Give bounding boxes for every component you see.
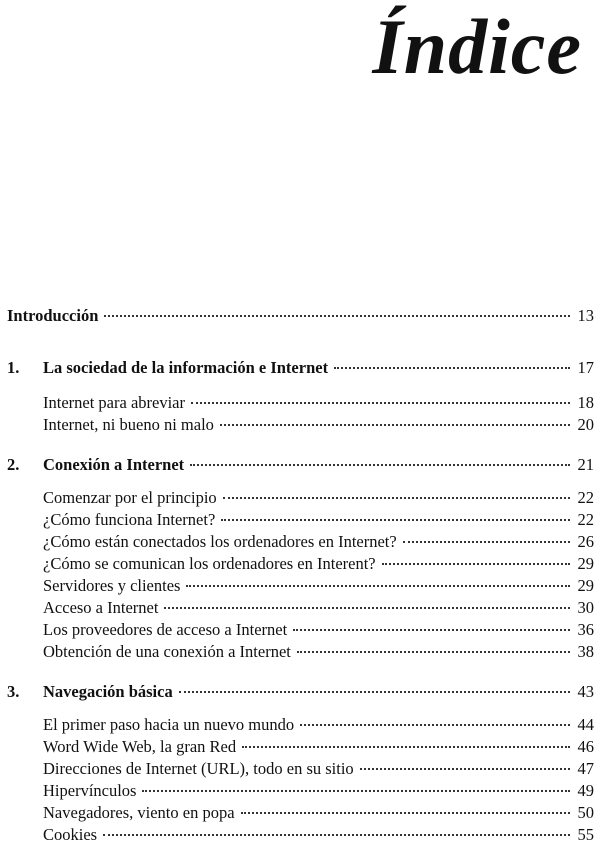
toc-section[interactable] [0,801,600,825]
leader-dots [360,768,570,770]
toc-entry-label: Internet, ni bueno ni malo [43,415,214,434]
toc-entry-label: Comenzar por el principio [43,488,217,507]
leader-dots [164,607,570,609]
toc-page-number: 38 [577,642,594,661]
toc-page-number: 47 [577,759,594,778]
toc-entry-label: Cookies [43,825,98,844]
toc-section[interactable] [0,596,600,620]
toc-entry-label: Word Wide Web, la gran Red [43,737,237,756]
toc-entry-label: Navegación básica [43,682,173,701]
toc-page-number: 29 [577,576,594,595]
toc-page-number: 22 [577,510,594,529]
toc-entry-label: El primer paso hacia un nuevo mundo [43,715,295,734]
toc-section[interactable] [0,391,600,415]
toc-page-number: 26 [577,532,594,551]
toc-section[interactable] [0,823,600,847]
toc-section[interactable] [0,413,600,437]
toc-section[interactable] [0,574,600,598]
leader-dots [334,367,570,369]
toc-entry-label: ¿Cómo funciona Internet? [43,510,216,529]
toc-page-number: 36 [577,620,594,639]
toc-entry-label: ¿Cómo se comunican los ordenadores en Interent? [43,554,376,573]
toc-section[interactable] [0,508,600,532]
toc-page-number: 50 [577,803,594,822]
leader-dots [179,691,570,693]
leader-dots [241,812,570,814]
toc-entry-label: Acceso a Internet [43,598,159,617]
toc-chapter-1[interactable] [0,356,600,380]
toc-section[interactable] [0,640,600,664]
toc-page-number: 55 [577,825,594,844]
toc-entry-label: Navegadores, viento en popa [43,803,235,822]
toc-page-number: 20 [577,415,594,434]
toc-page-number: 46 [577,737,594,756]
toc-chapter-3[interactable] [0,680,600,704]
toc-entry-label: Obtención de una conexión a Internet [43,642,291,661]
leader-dots [190,464,570,466]
toc-section[interactable] [0,735,600,759]
toc-page-number: 29 [577,554,594,573]
leader-dots [242,746,570,748]
toc-page-number: 18 [577,393,594,412]
toc-entry-label: Hipervínculos [43,781,137,800]
leader-dots [293,629,570,631]
leader-dots [220,424,570,426]
toc-entry-label: Los proveedores de acceso a Internet [43,620,288,639]
toc-section[interactable] [0,757,600,781]
leader-dots [297,651,570,653]
leader-dots [382,563,570,565]
leader-dots [104,315,570,317]
toc-chapter-2[interactable] [0,453,600,477]
toc-section[interactable] [0,486,600,510]
toc-page-number: 30 [577,598,594,617]
leader-dots [186,585,570,587]
toc-entry-label: Conexión a Internet [43,455,185,474]
toc-section[interactable] [0,530,600,554]
leader-dots [223,497,570,499]
toc-entry-label: Internet para abreviar [43,393,185,412]
toc-entry-introduction[interactable] [0,304,600,328]
leader-dots [191,402,570,404]
toc-section[interactable] [0,779,600,803]
toc-section[interactable] [0,552,600,576]
toc-entry-label: Servidores y clientes [43,576,181,595]
leader-dots [142,790,570,792]
chapter-number: 3. [7,682,20,701]
toc-page-number: 44 [577,715,594,734]
toc-entry-label: La sociedad de la información e Internet [43,358,329,377]
leader-dots [403,541,570,543]
chapter-number: 2. [7,455,20,474]
toc-section[interactable] [0,618,600,642]
toc-page-number: 43 [577,682,594,701]
leader-dots [300,724,570,726]
toc-section[interactable] [0,713,600,737]
toc-page-number: 13 [577,306,594,325]
leader-dots [221,519,570,521]
page-title: Índice [372,3,582,90]
toc-entry-label: ¿Cómo están conectados los ordenadores en Internet? [43,532,397,551]
toc-page-number: 49 [577,781,594,800]
toc-entry-label: Direcciones de Internet (URL), todo en su sitio [43,759,354,778]
toc-page-number: 21 [577,455,594,474]
toc-page-number: 17 [577,358,594,377]
chapter-number: 1. [7,358,20,377]
toc-entry-label: Introducción [7,306,99,325]
leader-dots [103,834,570,836]
toc-page-number: 22 [577,488,594,507]
